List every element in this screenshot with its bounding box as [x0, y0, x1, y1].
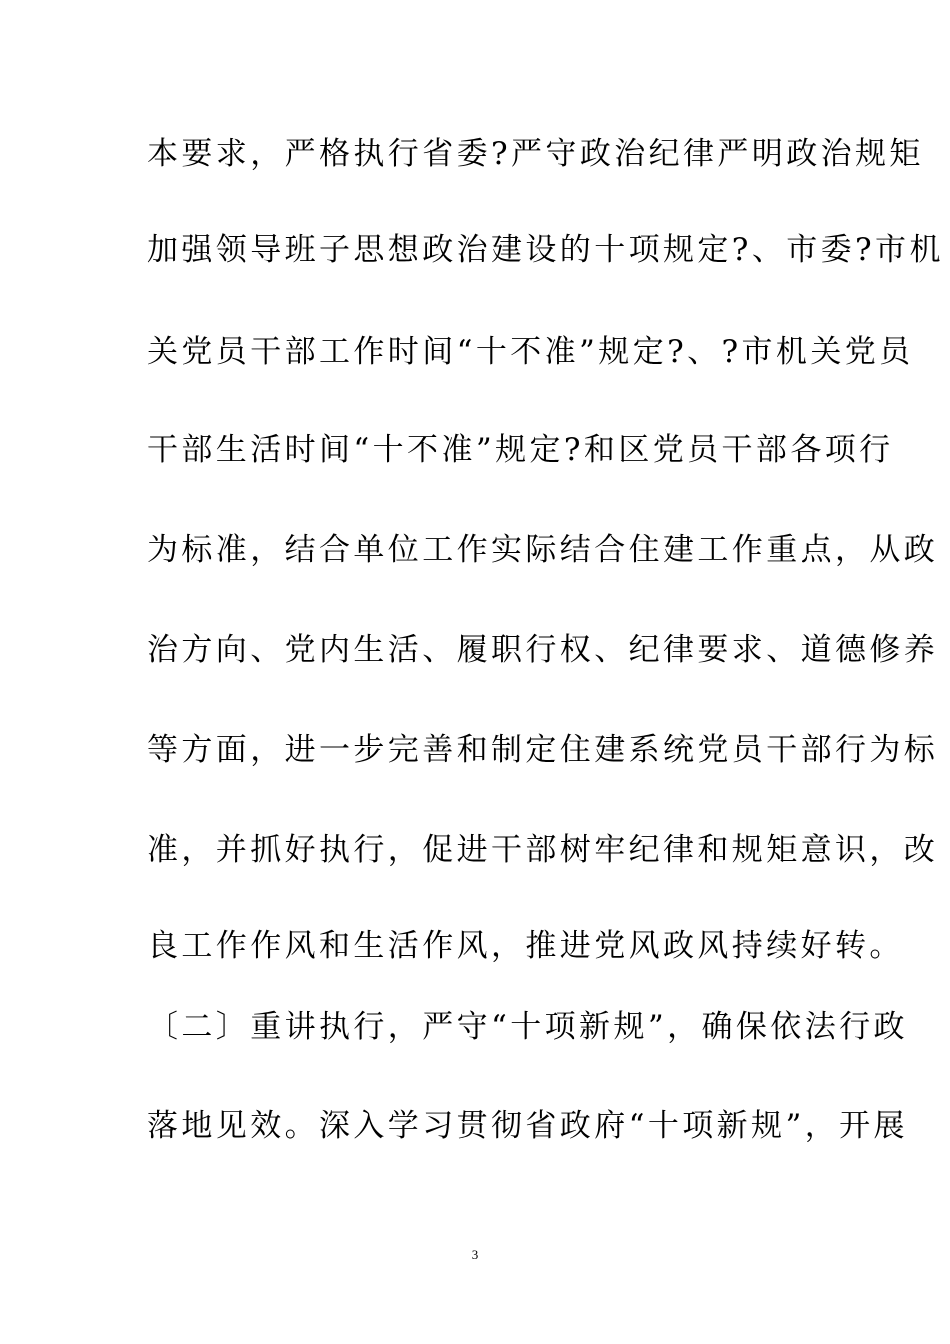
body-text-line: 良工作作风和生活作风，推进党风政风持续好转。 [147, 928, 904, 964]
body-text-line: 干部生活时间“十不准”规定?和区党员干部各项行 [147, 432, 894, 468]
body-text-line: 本要求，严格执行省委?严守政治纪律严明政治规矩 [147, 136, 924, 172]
body-text-line: 关党员干部工作时间“十不准”规定?、?市机关党员 [147, 334, 914, 370]
body-text-line: 加强领导班子思想政治建设的十项规定?、市委?市机 [147, 232, 944, 268]
body-text-line: 准，并抓好执行，促进干部树牢纪律和规矩意识，改 [147, 832, 939, 868]
section-heading-line: 〔二〕重讲执行，严守“十项新规”，确保依法行政 [147, 1009, 908, 1045]
body-text-line: 落地见效。深入学习贯彻省政府“十项新规”，开展 [147, 1108, 908, 1144]
body-text-line: 等方面，进一步完善和制定住建系统党员干部行为标 [147, 732, 939, 768]
page-number: 3 [471, 1247, 479, 1262]
body-text-line: 治方向、党内生活、履职行权、纪律要求、道德修养 [147, 632, 939, 668]
body-text-line: 为标准，结合单位工作实际结合住建工作重点，从政 [147, 532, 939, 568]
